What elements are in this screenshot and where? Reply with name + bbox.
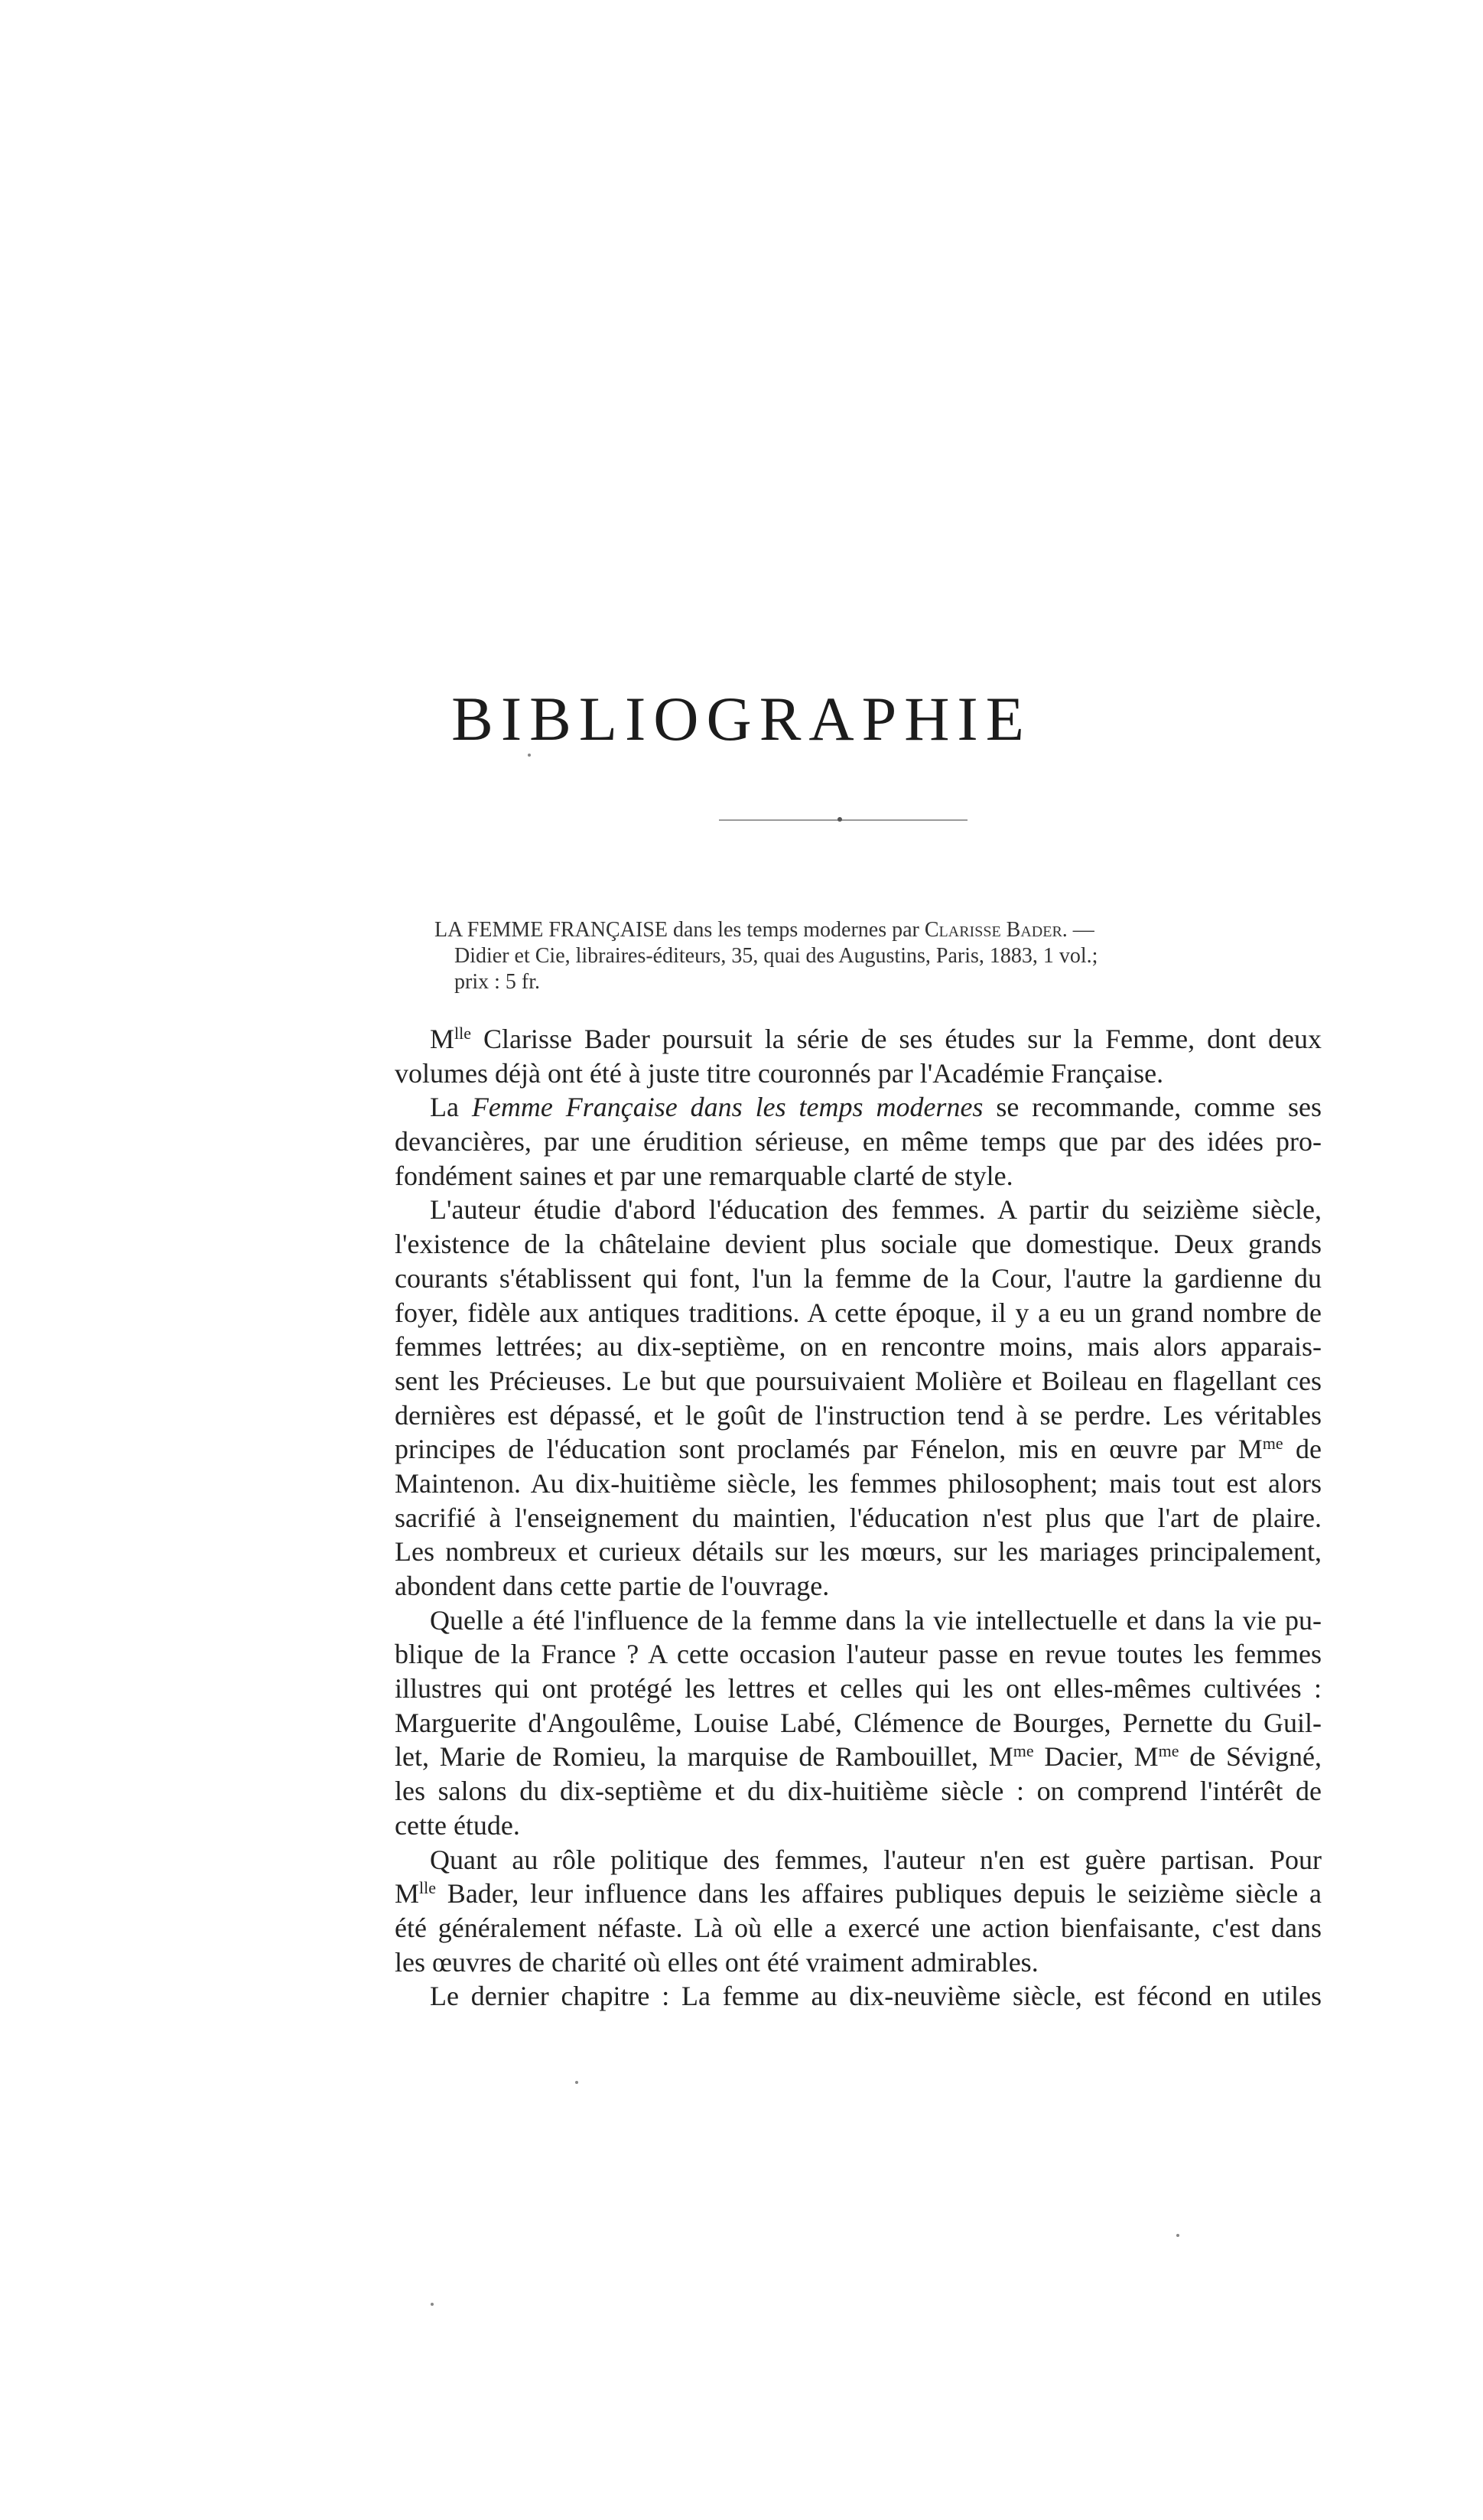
- text-line: Marguerite d'Angoulême, Louise Labé, Clémence de Bourges, Pernette du Guil-: [395, 1707, 1322, 1738]
- text-line: foyer, fidèle aux antiques traditions. A cette époque, il y a eu un grand nombre de: [395, 1297, 1322, 1328]
- text-line: abondent dans cette partie de l'ouvrage.: [395, 1571, 830, 1601]
- citation-text: . —: [1062, 918, 1094, 942]
- page-title: BIBLIOGRAPHIE: [451, 684, 1032, 754]
- scan-speck: [528, 754, 531, 757]
- text-line: Quant au rôle politique des femmes, l'auteur n'en est guère partisan. Pour: [430, 1844, 1322, 1875]
- text-line: Le dernier chapitre : La femme au dix-neuvième siècle, est fécond en utiles: [430, 1981, 1322, 2012]
- text-line: principes de l'éducation sont proclamés par Fénelon, mis en œuvre par $M^{me}$ de: [395, 1434, 1322, 1465]
- paragraph: [395, 1193, 1322, 1603]
- text-line: volumes déjà ont été à juste titre couronnés par l'Académie Française.: [395, 1057, 1164, 1089]
- text-line: blique de la France ? A cette occasion l'auteur passe en revue toutes les femmes: [395, 1639, 1322, 1670]
- scan-speck: [431, 2303, 434, 2306]
- paragraph: [395, 1022, 1322, 1090]
- text-line: $M^{lle}$ Bader, leur influence dans les affaires publiques depuis le seizième siècle a: [395, 1878, 1322, 1910]
- text-line: été généralement néfaste. Là où elle a exercé une action bienfaisante, c'est dans: [395, 1912, 1322, 1943]
- text-line: courants s'établissent qui font, l'un la femme de la Cour, l'autre la gardienne du: [395, 1262, 1322, 1294]
- text-line: fondément saines et par une remarquable clarté de style.: [395, 1160, 1013, 1191]
- citation-author: Clarisse Bader: [924, 918, 1062, 942]
- review-body: [395, 1022, 1322, 2014]
- bibliographic-citation: [434, 917, 1260, 995]
- text-line: La Femme Française dans les temps modernes se recommande, comme ses: [430, 1092, 1322, 1123]
- citation-book-title: LA FEMME FRANÇAISE: [434, 918, 668, 942]
- citation-line-3: prix : 5 fr.: [454, 970, 540, 994]
- text-line: Maintenon. Au dix-huitième siècle, les femmes philosophent; mais tout est alors: [395, 1467, 1322, 1499]
- text-line: dernières est dépassé, et le goût de l'instruction tend à se perdre. Les véritables: [395, 1399, 1322, 1431]
- text-line: cette étude.: [395, 1809, 520, 1841]
- text-line: $M^{lle}$ Clarisse Bader poursuit la série de ses études sur la Femme, dont deux: [430, 1024, 1322, 1054]
- text-line: les œuvres de charité où elles ont été vraiment admirables.: [395, 1946, 1039, 1978]
- text-line: illustres qui ont protégé les lettres et celles qui les ont elles-mêmes cultivées :: [395, 1673, 1322, 1704]
- text-line: L'auteur étudie d'abord l'éducation des femmes. A partir du seizième siècle,: [430, 1194, 1322, 1226]
- title-divider: [719, 819, 968, 821]
- citation-line-1: [434, 917, 1260, 943]
- text-line: l'existence de la châtelaine devient plus sociale que domestique. Deux grands: [395, 1229, 1322, 1260]
- text-line: sent les Précieuses. Le but que poursuivaient Molière et Boileau en flagellant ces: [395, 1365, 1322, 1396]
- text-line: let, Marie de Romieu, la marquise de Rambouillet, $M^{me}$ Dacier, $M^{me}$ de Sévigné,: [395, 1741, 1322, 1773]
- text-line: Quelle a été l'influence de la femme dans la vie intellectuelle et dans la vie pu-: [430, 1604, 1322, 1636]
- citation-text: dans les temps modernes par: [667, 918, 925, 942]
- text-line: les salons du dix-septième et du dix-huitième siècle : on comprend l'intérêt de: [395, 1776, 1322, 1807]
- citation-line-2: Didier et Cie, libraires-éditeurs, 35, quai des Augustins, Paris, 1883, 1 vol.;: [454, 944, 1098, 968]
- paragraph: [395, 1090, 1322, 1193]
- paragraph: [395, 1603, 1322, 1843]
- text-line: femmes lettrées; au dix-septième, on en rencontre moins, mais alors apparais-: [395, 1331, 1322, 1363]
- text-line: sacrifié à l'enseignement du maintien, l'éducation n'est plus que l'art de plaire.: [395, 1502, 1322, 1533]
- text-line: Les nombreux et curieux détails sur les mœurs, sur les mariages principalement,: [395, 1536, 1322, 1568]
- paragraph: [395, 1843, 1322, 1980]
- scan-speck: [575, 2081, 578, 2084]
- book-title-italic: Femme Française dans les temps modernes: [471, 1092, 984, 1123]
- scan-speck: [1176, 2234, 1179, 2237]
- text-line: devancières, par une érudition sérieuse, en même temps que par des idées pro-: [395, 1126, 1322, 1157]
- paragraph: [395, 1979, 1322, 2014]
